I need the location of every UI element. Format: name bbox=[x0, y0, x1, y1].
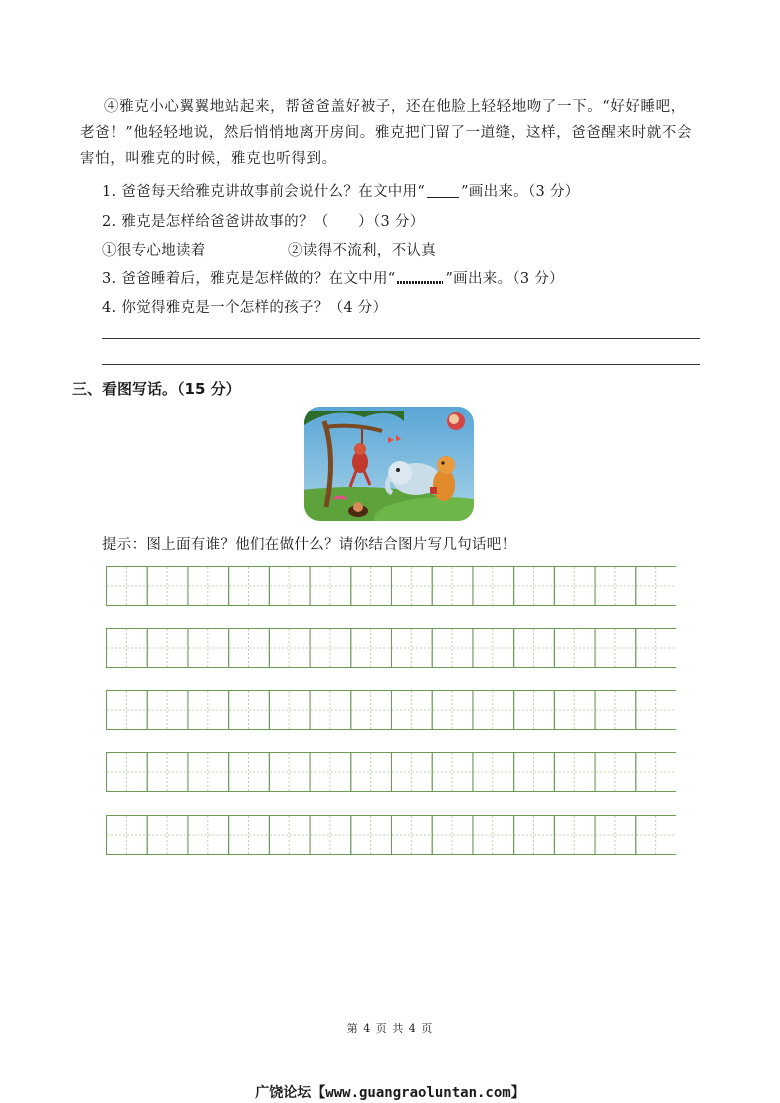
question-2-options bbox=[102, 239, 436, 260]
writing-grid-row-2[interactable] bbox=[106, 628, 676, 668]
writing-grid-row-5[interactable] bbox=[106, 815, 676, 855]
option-2: ②读得不流利，不认真 bbox=[288, 243, 436, 259]
question-1-text: 1. 爸爸每天给雅克讲故事前会说什么？在文中用“ bbox=[102, 184, 426, 200]
question-1 bbox=[102, 180, 580, 201]
writing-grid-row-3[interactable] bbox=[106, 690, 676, 730]
cartoon-animals-scene-icon bbox=[304, 407, 474, 521]
writing-grid-row-1[interactable] bbox=[106, 566, 676, 606]
answer-line-2[interactable] bbox=[102, 364, 700, 365]
section-3-title: 三、看图写话。（15 分） bbox=[72, 380, 241, 398]
wavy-underline-blank bbox=[397, 281, 443, 284]
question-4: 4. 你觉得雅克是一个怎样的孩子？（4 分） bbox=[102, 300, 388, 316]
question-3-text: 3. 爸爸睡着后，雅克是怎样做的？在文中用“ bbox=[102, 271, 396, 287]
question-3-tail: ”画出来。（3 分） bbox=[445, 271, 564, 287]
site-watermark: 广饶论坛【www.guangraoluntan.com】 bbox=[255, 1085, 525, 1101]
question-3 bbox=[102, 267, 564, 288]
page-number: 第 4 页 共 4 页 bbox=[346, 1022, 434, 1035]
option-1: ①很专心地读着 bbox=[102, 243, 206, 259]
writing-grid-row-4[interactable] bbox=[106, 752, 676, 792]
question-2: 2. 雅克是怎样给爸爸讲故事的？（ ）（3 分） bbox=[102, 214, 425, 230]
solid-underline-blank bbox=[427, 197, 459, 198]
question-1-tail: ”画出来。（3 分） bbox=[461, 184, 580, 200]
answer-line-1[interactable] bbox=[102, 338, 700, 339]
writing-prompt: 提示：图上面有谁？他们在做什么？请你结合图片写几句话吧！ bbox=[102, 537, 517, 553]
passage-paragraph: ④雅克小心翼翼地站起来，帮爸爸盖好被子，还在他脸上轻轻地吻了一下。“好好睡吧，老爸！”他轻轻地说，然后悄悄地离开房间。雅克把门留了一道缝，这样，爸爸醒来时就不会害怕，叫雅克的时候，雅克也听得到。 bbox=[80, 99, 693, 167]
